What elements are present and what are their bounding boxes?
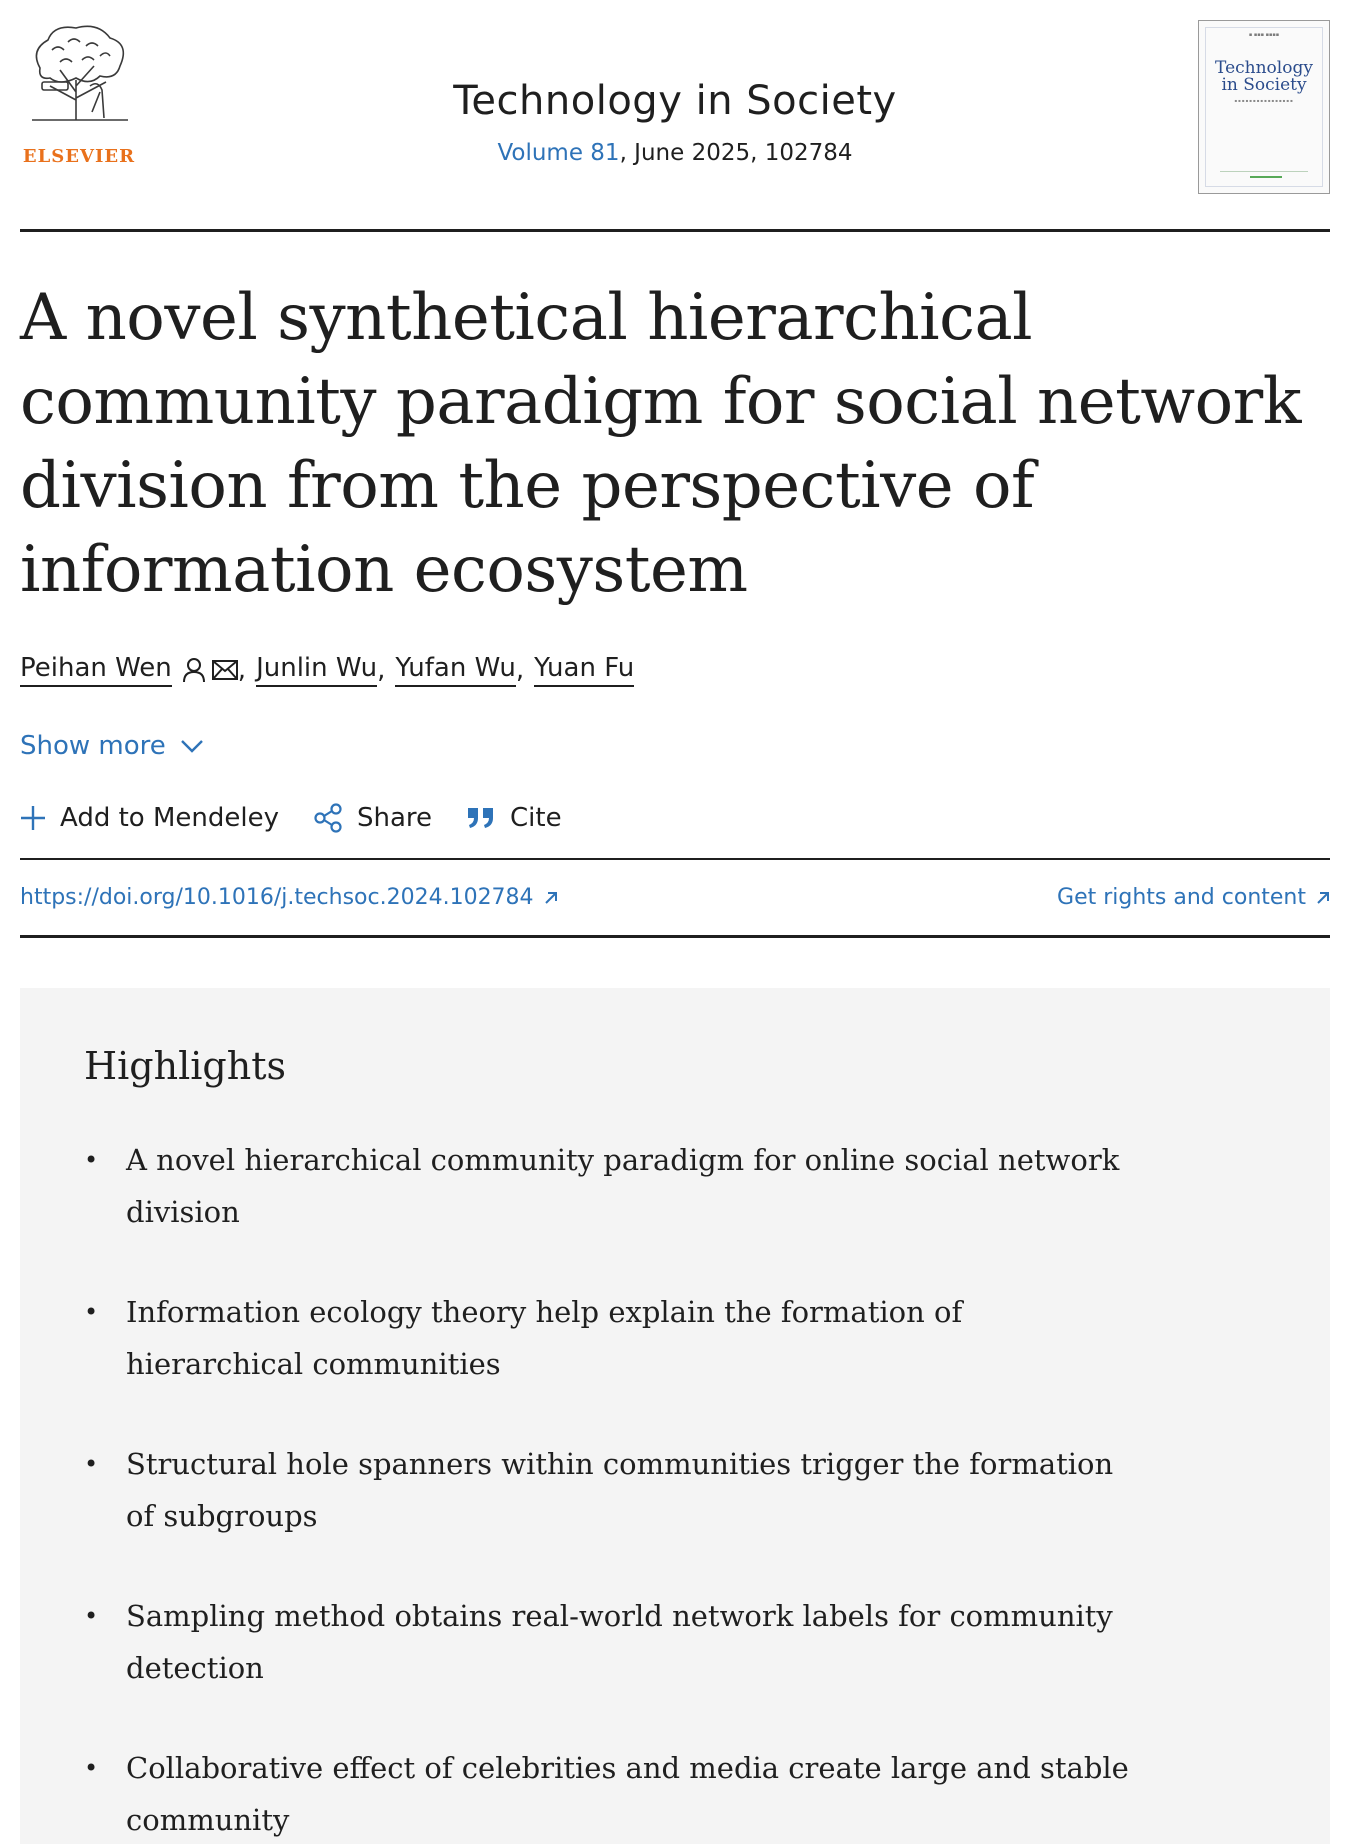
cite-label: Cite (510, 803, 562, 833)
publisher-name: ELSEVIER (22, 146, 136, 167)
rights-text: Get rights and content (1057, 885, 1306, 910)
chevron-down-icon (180, 739, 204, 753)
author-link[interactable]: Peihan Wen (20, 653, 172, 687)
journal-cover-thumbnail[interactable] (1198, 20, 1330, 194)
cover-green-mark (1250, 176, 1282, 178)
highlight-item: • Structural hole spanners within communities trigger the formation of subgroups (84, 1438, 1134, 1542)
journal-title[interactable]: Technology in Society (453, 78, 897, 124)
volume-link[interactable]: Volume 81 (497, 140, 620, 166)
share-label: Share (356, 803, 433, 833)
highlight-item: • Collaborative effect of celebrities and media create large and stable community (84, 1742, 1134, 1844)
cover-title: Technology in Society (1215, 58, 1313, 95)
article-title: A novel synthetical hierarchical community paradigm for social network division from the perspective of information ecosystem (20, 281, 1301, 607)
add-to-mendeley-button[interactable] (20, 803, 279, 833)
author-link[interactable]: Yufan Wu (395, 653, 515, 687)
article-actions (20, 798, 1330, 838)
cite-button[interactable] (466, 803, 562, 833)
author-separator: , (237, 655, 247, 685)
issue-details: , June 2025, 102784 (619, 140, 853, 166)
plus-icon (20, 805, 46, 831)
external-arrow-icon (1316, 891, 1330, 905)
share-icon (313, 803, 343, 833)
corresponding-author-icons (182, 657, 238, 683)
doi-link[interactable] (20, 885, 558, 910)
highlight-item: • Information ecology theory help explain the formation of hierarchical communities (84, 1286, 1134, 1390)
person-icon[interactable] (182, 657, 206, 683)
highlight-item: • Sampling method obtains real-world network labels for community detection (84, 1590, 1134, 1694)
show-more-label: Show more (20, 731, 166, 761)
get-rights-link[interactable] (1057, 885, 1330, 910)
share-button[interactable] (313, 803, 432, 833)
author-separator: , (515, 655, 525, 685)
mendeley-label: Add to Mendeley (60, 803, 279, 833)
journal-issue (20, 140, 1330, 166)
highlight-item: • A novel hierarchical community paradigm for online social network division (84, 1134, 1134, 1238)
journal-info (20, 78, 1330, 166)
highlights-heading: Highlights (84, 1044, 286, 1088)
highlights-list (84, 1134, 1134, 1844)
author-separator: , (377, 655, 386, 685)
quote-icon (466, 806, 496, 830)
author-link[interactable]: Junlin Wu (256, 653, 377, 687)
cover-rule (1220, 171, 1308, 172)
envelope-icon[interactable] (212, 660, 238, 680)
cover-subtitle-line: ▪▪▪▪▪▪▪▪▪▪▪▪▪▪▪▪ (1234, 98, 1294, 103)
external-arrow-icon (544, 891, 558, 905)
journal-header (20, 0, 1330, 232)
author-link[interactable]: Yuan Fu (534, 653, 634, 687)
doi-text: https://doi.org/10.1016/j.techsoc.2024.102784 (20, 885, 534, 910)
highlights-panel (20, 988, 1330, 1844)
author-list (20, 650, 1330, 690)
doi-rights-bar (20, 858, 1330, 938)
show-more-button[interactable] (20, 728, 1330, 764)
cover-art (1205, 27, 1323, 187)
cover-top-line: ▪ ▪▪▪ ▪▪▪▪ (1248, 32, 1280, 38)
